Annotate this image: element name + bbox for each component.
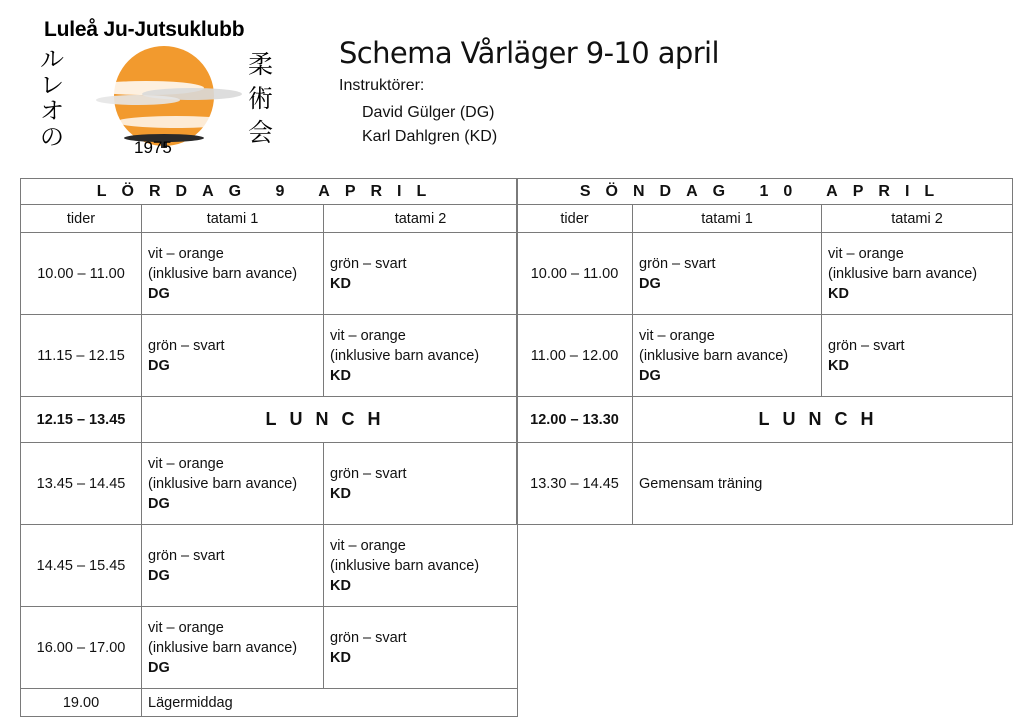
table-row [517, 315, 1013, 397]
logo-jp-char: の [40, 123, 64, 151]
day-heading: SÖNDAG 10 APRIL [517, 179, 1013, 205]
club-name: Luleå Ju-Jutsuklubb [44, 18, 245, 41]
group-text: grön – svart [148, 337, 225, 354]
group-text: vit – orange [828, 245, 904, 262]
table-row [21, 525, 518, 607]
session-cell [324, 315, 518, 397]
session-cell [324, 525, 518, 607]
logo-year: 1975 [134, 138, 172, 157]
table-row [21, 315, 518, 397]
time-cell: 12.00 – 13.30 [517, 397, 633, 443]
group-text: grön – svart [639, 255, 716, 272]
instructor-code: KD [330, 275, 351, 292]
time-cell: 11.00 – 12.00 [517, 315, 633, 397]
logo-jp-char: オ [40, 97, 64, 125]
event-cell: Lägermiddag [142, 689, 518, 717]
time-cell: 14.45 – 15.45 [21, 525, 142, 607]
group-text: (inklusive barn avance) [148, 265, 298, 282]
instructors-label: Instruktörer: [339, 77, 425, 94]
lunch-row [21, 397, 518, 443]
session-cell [324, 443, 518, 525]
table-row [21, 443, 518, 525]
instructor-code: KD [330, 649, 351, 666]
instructor-item: Karl Dahlgren (KD) [362, 128, 498, 145]
time-cell: 13.45 – 14.45 [21, 443, 142, 525]
group-text: grön – svart [330, 465, 407, 482]
group-text: grön – svart [828, 337, 905, 354]
logo-jp-char: ル [40, 45, 64, 73]
time-cell: 16.00 – 17.00 [21, 607, 142, 689]
time-cell: 11.15 – 12.15 [21, 315, 142, 397]
page-title: Schema Vårläger 9-10 april [339, 36, 719, 70]
column-header: tatami 2 [822, 205, 1013, 233]
instructor-code: DG [148, 285, 170, 302]
group-text: vit – orange [639, 327, 715, 344]
instructor-item: David Gülger (DG) [362, 104, 495, 121]
session-cell [142, 607, 324, 689]
group-text: (inklusive barn avance) [639, 347, 789, 364]
time-cell: 10.00 – 11.00 [517, 233, 633, 315]
lunch-label: LUNCH [142, 397, 518, 443]
session-cell [633, 233, 822, 315]
group-text: vit – orange [330, 327, 406, 344]
group-text: grön – svart [330, 629, 407, 646]
instructor-code: KD [330, 367, 351, 384]
group-text: (inklusive barn avance) [330, 347, 480, 364]
time-cell: 12.15 – 13.45 [21, 397, 142, 443]
group-text: vit – orange [148, 245, 224, 262]
instructor-code: DG [639, 275, 661, 292]
logo-jp-char: レ [40, 71, 64, 99]
column-header: tatami 2 [324, 205, 518, 233]
logo-jp-char: 柔 [248, 50, 274, 79]
session-cell [142, 525, 324, 607]
instructors-list [362, 101, 497, 149]
instructor-code: DG [148, 659, 170, 676]
table-row [21, 233, 518, 315]
saturday-schedule-table [20, 178, 518, 717]
logo-jp-char: 術 [248, 84, 274, 113]
group-text: vit – orange [148, 455, 224, 472]
club-logo [36, 14, 284, 164]
session-cell [142, 315, 324, 397]
table-row [21, 689, 518, 717]
cloud-band [116, 116, 236, 128]
instructor-code: KD [828, 285, 849, 302]
lunch-label: LUNCH [633, 397, 1013, 443]
time-cell: 19.00 [21, 689, 142, 717]
group-text: (inklusive barn avance) [828, 265, 978, 282]
session-cell [142, 233, 324, 315]
cloud-band [96, 95, 180, 105]
group-text: grön – svart [330, 255, 407, 272]
column-header: tider [21, 205, 142, 233]
table-row [21, 607, 518, 689]
column-header: tatami 1 [142, 205, 324, 233]
time-cell: 10.00 – 11.00 [21, 233, 142, 315]
table-row [517, 443, 1013, 525]
column-header: tider [517, 205, 633, 233]
day-heading: LÖRDAG 9 APRIL [21, 179, 518, 205]
session-cell [324, 233, 518, 315]
group-text: vit – orange [330, 537, 406, 554]
table-row [517, 233, 1013, 315]
event-cell: Gemensam träning [633, 443, 1013, 525]
column-header: tatami 1 [633, 205, 822, 233]
instructor-code: KD [828, 357, 849, 374]
time-cell: 13.30 – 14.45 [517, 443, 633, 525]
instructor-code: DG [148, 567, 170, 584]
group-text: grön – svart [148, 547, 225, 564]
instructor-code: KD [330, 485, 351, 502]
sunday-schedule-table [516, 178, 1013, 525]
group-text: vit – orange [148, 619, 224, 636]
group-text: (inklusive barn avance) [148, 639, 298, 656]
instructor-code: DG [148, 495, 170, 512]
session-cell [822, 233, 1013, 315]
group-text: (inklusive barn avance) [148, 475, 298, 492]
instructor-code: DG [148, 357, 170, 374]
session-cell [142, 443, 324, 525]
logo-japanese-right [248, 48, 278, 150]
session-cell [633, 315, 822, 397]
session-cell [822, 315, 1013, 397]
group-text: (inklusive barn avance) [330, 557, 480, 574]
session-cell [324, 607, 518, 689]
instructor-code: DG [639, 367, 661, 384]
instructor-code: KD [330, 577, 351, 594]
logo-jp-char: 会 [248, 118, 274, 147]
logo-japanese-left [40, 46, 70, 150]
lunch-row [517, 397, 1013, 443]
